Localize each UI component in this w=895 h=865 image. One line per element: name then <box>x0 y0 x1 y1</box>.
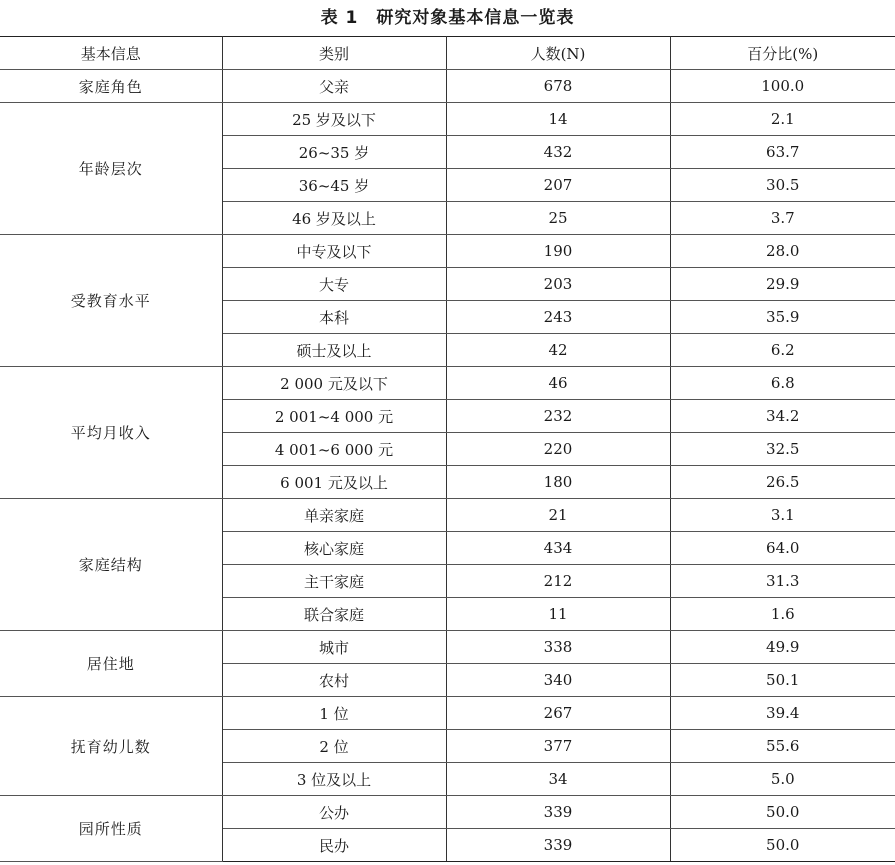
percent-cell: 31.3 <box>670 565 895 598</box>
count-cell: 339 <box>446 796 670 829</box>
count-cell: 432 <box>446 136 670 169</box>
table-body <box>0 70 895 862</box>
category-cell: 26~35 岁 <box>222 136 446 169</box>
count-cell: 11 <box>446 598 670 631</box>
group-label: 家庭结构 <box>0 499 222 631</box>
category-cell: 公办 <box>222 796 446 829</box>
table-row <box>0 103 895 136</box>
percent-cell: 55.6 <box>670 730 895 763</box>
header-count: 人数(N) <box>446 37 670 70</box>
percent-cell: 29.9 <box>670 268 895 301</box>
category-cell: 2 位 <box>222 730 446 763</box>
category-cell: 联合家庭 <box>222 598 446 631</box>
table-row <box>0 499 895 532</box>
category-cell: 核心家庭 <box>222 532 446 565</box>
percent-cell: 6.2 <box>670 334 895 367</box>
count-cell: 243 <box>446 301 670 334</box>
percent-cell: 50.0 <box>670 829 895 862</box>
group-label: 园所性质 <box>0 796 222 862</box>
group-label: 家庭角色 <box>0 70 222 103</box>
group-label: 年龄层次 <box>0 103 222 235</box>
percent-cell: 5.0 <box>670 763 895 796</box>
percent-cell: 2.1 <box>670 103 895 136</box>
count-cell: 232 <box>446 400 670 433</box>
category-cell: 4 001~6 000 元 <box>222 433 446 466</box>
count-cell: 339 <box>446 829 670 862</box>
count-cell: 46 <box>446 367 670 400</box>
category-cell: 1 位 <box>222 697 446 730</box>
category-cell: 3 位及以上 <box>222 763 446 796</box>
category-cell: 25 岁及以下 <box>222 103 446 136</box>
table-row <box>0 631 895 664</box>
percent-cell: 49.9 <box>670 631 895 664</box>
percent-cell: 28.0 <box>670 235 895 268</box>
count-cell: 34 <box>446 763 670 796</box>
category-cell: 2 000 元及以下 <box>222 367 446 400</box>
table-row <box>0 367 895 400</box>
percent-cell: 64.0 <box>670 532 895 565</box>
header-percent: 百分比(%) <box>670 37 895 70</box>
category-cell: 本科 <box>222 301 446 334</box>
category-cell: 农村 <box>222 664 446 697</box>
category-cell: 主干家庭 <box>222 565 446 598</box>
percent-cell: 100.0 <box>670 70 895 103</box>
percent-cell: 30.5 <box>670 169 895 202</box>
group-label: 平均月收入 <box>0 367 222 499</box>
count-cell: 212 <box>446 565 670 598</box>
percent-cell: 3.1 <box>670 499 895 532</box>
percent-cell: 26.5 <box>670 466 895 499</box>
count-cell: 678 <box>446 70 670 103</box>
count-cell: 21 <box>446 499 670 532</box>
count-cell: 25 <box>446 202 670 235</box>
percent-cell: 35.9 <box>670 301 895 334</box>
count-cell: 377 <box>446 730 670 763</box>
category-cell: 城市 <box>222 631 446 664</box>
category-cell: 6 001 元及以上 <box>222 466 446 499</box>
count-cell: 434 <box>446 532 670 565</box>
count-cell: 340 <box>446 664 670 697</box>
count-cell: 267 <box>446 697 670 730</box>
category-cell: 硕士及以上 <box>222 334 446 367</box>
category-cell: 单亲家庭 <box>222 499 446 532</box>
group-label: 受教育水平 <box>0 235 222 367</box>
table-caption <box>0 0 895 36</box>
count-cell: 42 <box>446 334 670 367</box>
group-label: 抚育幼儿数 <box>0 697 222 796</box>
category-cell: 民办 <box>222 829 446 862</box>
table-row <box>0 796 895 829</box>
table-row <box>0 235 895 268</box>
percent-cell: 32.5 <box>670 433 895 466</box>
table-row <box>0 70 895 103</box>
header-basic-info: 基本信息 <box>0 37 222 70</box>
group-label: 居住地 <box>0 631 222 697</box>
percent-cell: 50.1 <box>670 664 895 697</box>
category-cell: 中专及以下 <box>222 235 446 268</box>
category-cell: 36~45 岁 <box>222 169 446 202</box>
header-category: 类别 <box>222 37 446 70</box>
count-cell: 14 <box>446 103 670 136</box>
count-cell: 190 <box>446 235 670 268</box>
table-number: 表 1 <box>320 8 359 28</box>
count-cell: 338 <box>446 631 670 664</box>
percent-cell: 39.4 <box>670 697 895 730</box>
table-header <box>0 37 895 70</box>
info-table <box>0 36 895 862</box>
header-row <box>0 37 895 70</box>
category-cell: 父亲 <box>222 70 446 103</box>
category-cell: 46 岁及以上 <box>222 202 446 235</box>
percent-cell: 1.6 <box>670 598 895 631</box>
percent-cell: 63.7 <box>670 136 895 169</box>
table-row <box>0 697 895 730</box>
count-cell: 220 <box>446 433 670 466</box>
category-cell: 2 001~4 000 元 <box>222 400 446 433</box>
count-cell: 180 <box>446 466 670 499</box>
percent-cell: 50.0 <box>670 796 895 829</box>
percent-cell: 34.2 <box>670 400 895 433</box>
category-cell: 大专 <box>222 268 446 301</box>
table-title: 研究对象基本信息一览表 <box>376 8 575 28</box>
percent-cell: 6.8 <box>670 367 895 400</box>
percent-cell: 3.7 <box>670 202 895 235</box>
count-cell: 207 <box>446 169 670 202</box>
count-cell: 203 <box>446 268 670 301</box>
